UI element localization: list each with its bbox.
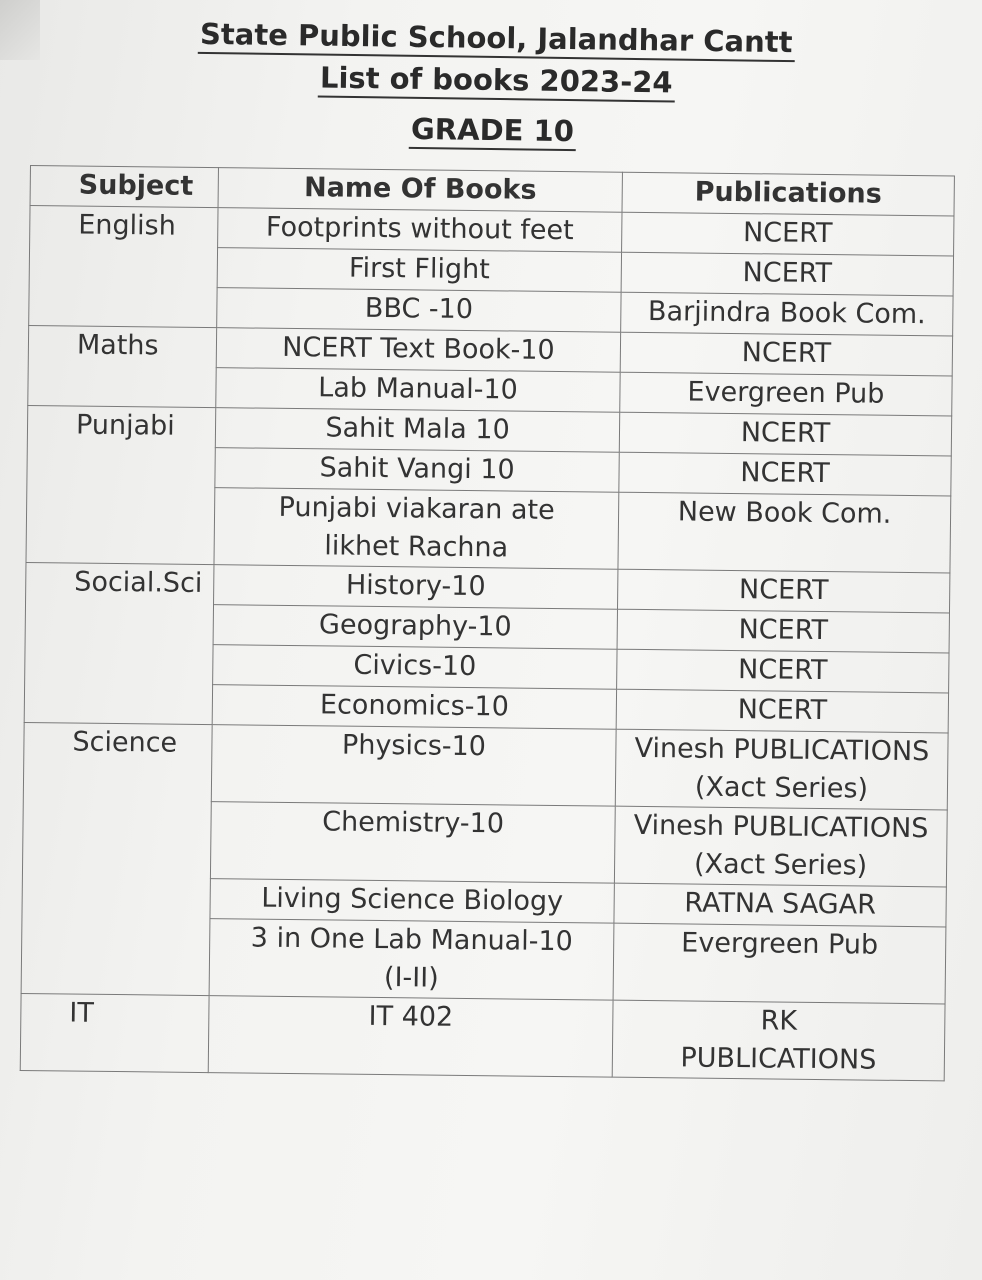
school-name: State Public School, Jalandhar Cantt: [198, 16, 795, 62]
publication-cell: [612, 1000, 945, 1081]
list-title: List of books 2023-24: [318, 60, 675, 103]
book-name-cell: [210, 879, 614, 924]
book-name-cell: [213, 605, 617, 650]
publication-cell-line: (Xact Series): [694, 771, 869, 805]
book-name-cell: [215, 408, 619, 453]
publication-cell-line: RK: [760, 1005, 798, 1037]
book-name-cell-line: Civics-10: [353, 649, 477, 683]
book-name-cell-line: Sahit Vangi 10: [319, 452, 515, 486]
book-name-cell-line: Punjabi viakaran ate: [278, 491, 555, 526]
book-name-cell-line: Geography-10: [318, 609, 512, 643]
publication-cell-line: NCERT: [740, 417, 831, 450]
document-header: [0, 16, 982, 150]
publication-cell: [617, 569, 949, 613]
book-name-cell-line: Chemistry-10: [322, 806, 505, 840]
publication-cell-line: Evergreen Pub: [681, 927, 879, 961]
book-list-table: [20, 165, 955, 1081]
publication-cell-line: NCERT: [737, 694, 828, 727]
book-name-cell-line: Physics-10: [341, 729, 487, 763]
subject-cell: Science: [21, 722, 212, 995]
subject-cell: IT: [20, 993, 209, 1072]
book-name-cell: [212, 685, 616, 730]
publication-cell-line: NCERT: [742, 217, 833, 250]
publication-cell: [617, 649, 949, 693]
subject-cell: English: [29, 206, 218, 328]
publication-cell-line: Vinesh PUBLICATIONS: [633, 809, 929, 845]
publication-cell: [614, 806, 947, 887]
publication-cell-line: NCERT: [738, 614, 829, 647]
book-name-cell-line: (I-II): [383, 962, 439, 994]
book-name-cell: [209, 919, 614, 1001]
book-list-table-wrap: [19, 165, 955, 1165]
book-name-cell-line: IT 402: [368, 1000, 454, 1033]
publication-cell: [613, 923, 946, 1004]
book-name-cell-line: Footprints without feet: [265, 211, 574, 247]
book-name-cell-line: 3 in One Lab Manual-10: [250, 922, 573, 958]
publication-cell: [618, 492, 951, 573]
publication-cell-line: NCERT: [738, 574, 829, 607]
publication-cell-line: Evergreen Pub: [687, 376, 885, 410]
book-name-cell-line: Economics-10: [319, 689, 510, 723]
book-name-cell: [216, 368, 620, 413]
publication-cell-line: PUBLICATIONS: [680, 1042, 877, 1076]
book-name-cell-line: Living Science Biology: [261, 882, 564, 918]
publication-cell-line: Vinesh PUBLICATIONS: [634, 732, 930, 768]
publication-cell-line: New Book Com.: [677, 496, 892, 530]
grade-title: GRADE 10: [409, 111, 576, 151]
publication-cell: [616, 689, 948, 733]
table-row: [23, 722, 948, 809]
publication-cell: [620, 332, 952, 376]
publication-cell: [621, 252, 953, 296]
book-name-cell: [217, 288, 621, 333]
book-name-cell: [214, 565, 618, 610]
book-name-cell: [213, 645, 617, 690]
table-body: [20, 206, 954, 1081]
publication-cell: [614, 883, 946, 927]
publication-cell-line: (Xact Series): [693, 848, 868, 882]
publication-cell: [620, 372, 952, 416]
column-header-publications: Publications: [622, 172, 954, 216]
book-name-cell: [216, 328, 620, 373]
publication-cell-line: NCERT: [741, 337, 832, 370]
publication-cell-line: NCERT: [740, 457, 830, 490]
book-name-cell: [215, 448, 619, 493]
publication-cell-line: Barjindra Book Com.: [647, 296, 926, 331]
book-name-cell: [211, 725, 616, 807]
book-name-cell: [214, 488, 619, 570]
book-name-cell-line: Sahit Mala 10: [325, 412, 510, 446]
publication-cell: [622, 212, 954, 256]
publication-cell: [617, 609, 949, 653]
book-name-cell-line: Lab Manual-10: [318, 372, 518, 406]
subject-cell: Punjabi: [26, 405, 216, 564]
publication-cell: [615, 729, 948, 810]
book-name-cell-line: BBC -10: [364, 292, 474, 326]
publication-cell-line: RATNA SAGAR: [684, 887, 877, 921]
column-header-subject: Subject: [30, 166, 219, 208]
book-name-cell: [208, 996, 613, 1078]
publication-cell-line: NCERT: [737, 654, 828, 687]
book-name-cell-line: First Flight: [348, 252, 490, 286]
subject-cell: Maths: [28, 325, 217, 407]
table-row: [20, 993, 945, 1080]
publication-cell: [619, 452, 951, 496]
book-name-cell-line: History-10: [345, 569, 486, 603]
publication-cell: [621, 292, 953, 336]
book-name-cell-line: NCERT Text Book-10: [282, 331, 555, 366]
publication-cell-line: NCERT: [742, 257, 833, 290]
book-name-cell: [211, 802, 616, 884]
book-name-cell-line: likhet Rachna: [324, 530, 509, 564]
book-name-cell: [218, 208, 622, 253]
publication-cell: [619, 412, 951, 456]
column-header-books: Name Of Books: [218, 168, 622, 213]
subject-cell: Social.Sci: [24, 562, 214, 724]
book-name-cell: [217, 248, 621, 293]
